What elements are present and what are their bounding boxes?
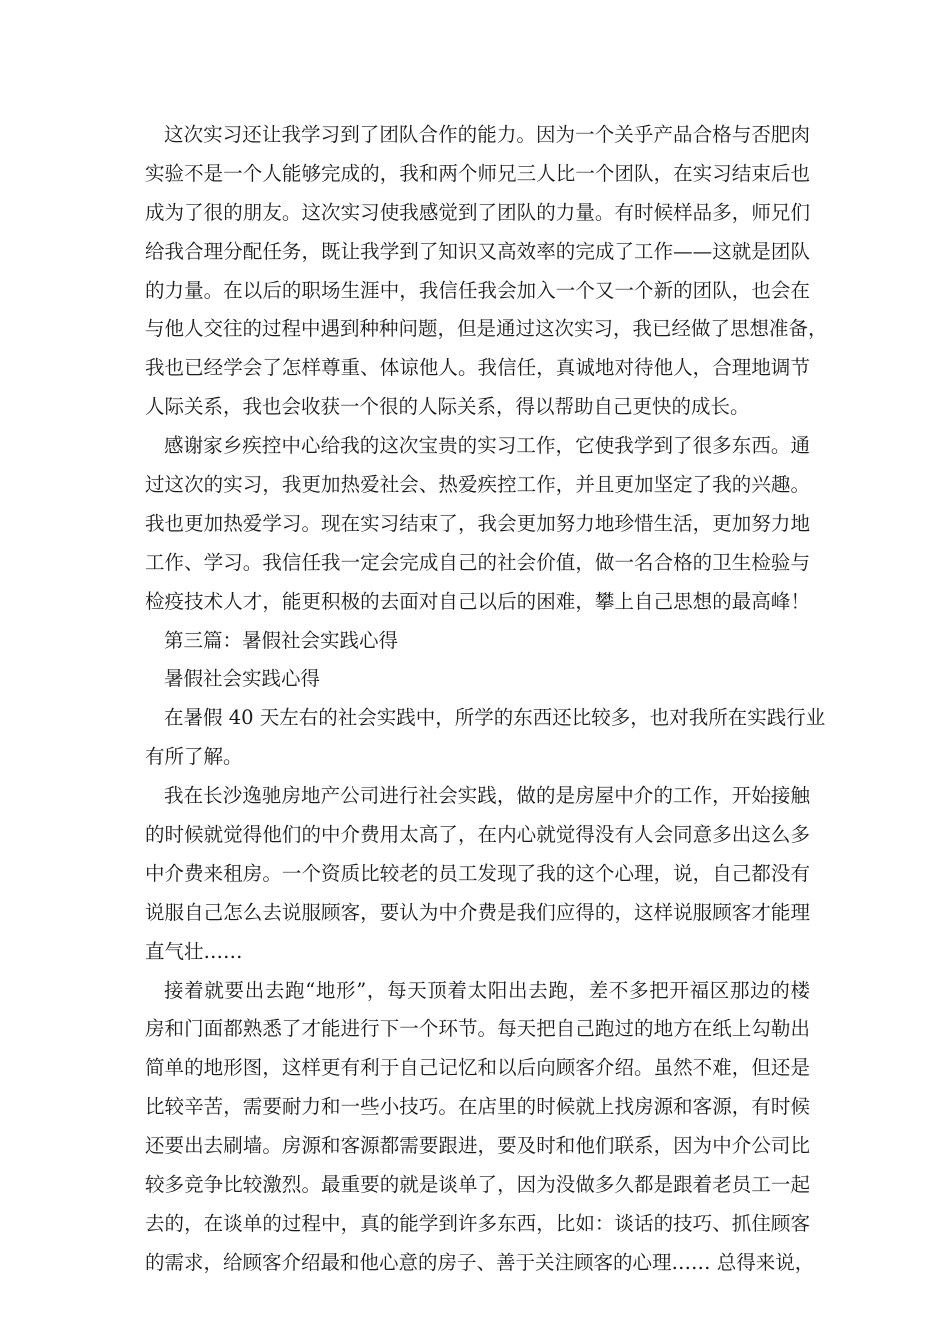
text-line: 过这次的实习，我更加热爱社会、热爱疾控工作，并且更加坚定了我的兴趣。: [145, 473, 810, 497]
text-line: 去的，在谈单的过程中，真的能学到许多东西，比如：谈话的技巧、抓住顾客: [145, 1211, 810, 1235]
text-line: 感谢家乡疾控中心给我的这次宝贵的实习工作，它使我学到了很多东西。通: [164, 434, 810, 458]
text-line: 工作、学习。我信任我一定会完成自己的社会价值，做一名合格的卫生检验与: [145, 550, 810, 574]
text-line: 我也更加热爱学习。现在实习结束了，我会更加努力地珍惜生活，更加努力地: [145, 511, 810, 535]
text-line: 房和门面都熟悉了才能进行下一个环节。每天把自己跑过的地方在纸上勾勒出: [145, 1017, 810, 1041]
text-line: 这次实习还让我学习到了团队合作的能力。因为一个关乎产品合格与否肥肉: [164, 123, 810, 146]
text-line: 还要出去刷墙。房源和客源都需要跟进，要及时和他们联系，因为中介公司比: [145, 1134, 810, 1158]
text-line: 较多竞争比较激烈。最重要的就是谈单了，因为没做多久都是跟着老员工一起: [145, 1173, 810, 1197]
text-line: 的时候就觉得他们的中介费用太高了，在内心就觉得没有人会同意多出这么多: [145, 823, 810, 847]
text-line: 的需求，给顾客介绍最和他心意的房子、善于关注顾客的心理…… 总得来说，: [145, 1250, 815, 1274]
text-line: 的力量。在以后的职场生涯中，我信任我会加入一个又一个新的团队，也会在: [145, 278, 810, 302]
text-line: 给我合理分配任务，既让我学到了知识又高效率的完成了工作——这就是团队: [145, 239, 810, 263]
text-line: 有所了解。: [145, 745, 243, 769]
text-line: 中介费来租房。一个资质比较老的员工发现了我的这个心理，说，自己都没有: [145, 861, 810, 885]
text-line: 接着就要出去跑“地形”，每天顶着太阳出去跑，差不多把开福区那边的楼: [164, 978, 810, 1002]
text-line: 实验不是一个人能够完成的，我和两个师兄三人比一个团队，在实习结束后也: [145, 161, 810, 185]
text-line: 与他人交往的过程中遇到种种问题，但是通过这次实习，我已经做了思想准备，: [145, 317, 828, 341]
text-line: 简单的地形图，这样更有利于自己记忆和以后向顾客介绍。虽然不难，但还是: [145, 1056, 810, 1080]
text-line: 成为了很的朋友。这次实习使我感觉到了团队的力量。有时候样品多，师兄们: [145, 200, 810, 224]
text-line: 我在长沙逸驰房地产公司进行社会实践，做的是房屋中介的工作，开始接触: [164, 784, 810, 808]
text-line: 直气壮……: [145, 939, 243, 963]
document-body: [145, 116, 828, 1283]
text-line: 检疫技术人才，能更积极的去面对自己以后的困难，攀上自己思想的最高峰！: [145, 589, 810, 613]
text-line: 比较辛苦，需要耐力和一些小技巧。在店里的时候就上找房源和客源，有时候: [145, 1095, 810, 1119]
text-line: 我也已经学会了怎样尊重、体谅他人。我信任，真诚地对待他人，合理地调节: [145, 356, 810, 380]
text-line: 暑假社会实践心得: [164, 667, 321, 691]
text-line: 人际关系，我也会收获一个很的人际关系，得以帮助自己更快的成长。: [145, 395, 750, 419]
text-line: 第三篇：暑假社会实践心得: [164, 628, 399, 652]
text-line: 说服自己怎么去说服顾客，要认为中介费是我们应得的，这样说服顾客才能理: [145, 900, 810, 924]
text-line: 在暑假 40 天左右的社会实践中，所学的东西还比较多，也对我所在实践行业: [164, 706, 826, 730]
